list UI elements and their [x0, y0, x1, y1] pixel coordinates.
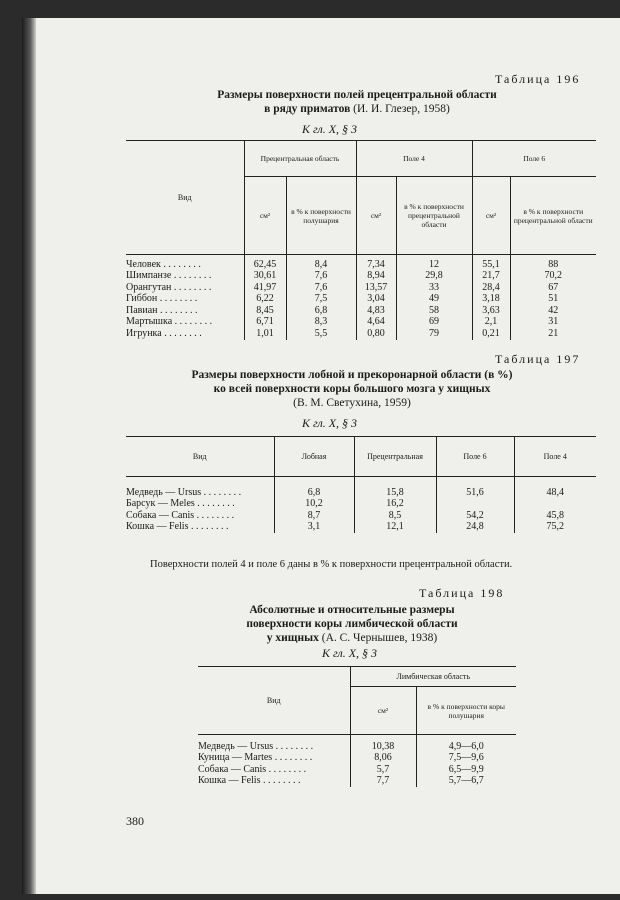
value-cell: 4,9—6,0 — [416, 741, 516, 753]
table-197-reference: К гл. X, § 3 — [302, 416, 358, 430]
table-row — [126, 316, 596, 328]
subheader-percent-hemisphere: в % к поверхности коры полушария — [416, 687, 516, 735]
value-cell: 75,2 — [514, 521, 596, 533]
leader-dots: . . . . . . . . — [266, 763, 307, 775]
value-cell: 3,1 — [274, 521, 354, 533]
value-cell: 7,6 — [286, 282, 356, 294]
col-header-species: Вид — [177, 193, 192, 202]
value-cell: 3,18 — [472, 293, 510, 305]
table-row — [126, 259, 596, 271]
leader-dots: . . . . . . . . — [272, 752, 313, 764]
value-cell: 88 — [510, 259, 596, 271]
value-cell: 0,80 — [356, 328, 396, 340]
leader-dots: . . . . . . . . — [172, 316, 213, 328]
col-header-precentral: Прецентральная — [354, 437, 436, 477]
subheader-cm2: см² — [472, 177, 510, 255]
value-cell: 3,04 — [356, 293, 396, 305]
value-cell: 51 — [510, 293, 596, 305]
value-cell: 29,8 — [396, 270, 472, 282]
value-cell: 51,6 — [436, 487, 514, 499]
table-198-number: Таблица 198 — [419, 586, 505, 600]
value-cell: 5,7—6,7 — [416, 775, 516, 787]
value-cell: 16,2 — [354, 498, 436, 510]
table-row — [126, 293, 596, 305]
value-cell: 15,8 — [354, 487, 436, 499]
value-cell: 33 — [396, 282, 472, 294]
species-cell: Собака — Canis . . . . . . . . — [126, 509, 235, 521]
value-cell: 8,7 — [274, 510, 354, 522]
leader-dots: . . . . . . . . — [160, 258, 201, 270]
species-cell: Медведь — Ursus . . . . . . . . — [126, 486, 242, 498]
value-cell — [514, 498, 596, 510]
value-cell: 3,63 — [472, 305, 510, 317]
value-cell: 28,4 — [472, 282, 510, 294]
value-cell: 79 — [396, 328, 472, 340]
col-header-precentral: Прецентральная область — [244, 141, 356, 177]
species-cell: Павиан . . . . . . . . — [126, 304, 198, 316]
value-cell: 67 — [510, 282, 596, 294]
leader-dots: . . . . . . . . — [157, 293, 198, 305]
value-cell: 69 — [396, 316, 472, 328]
value-cell: 42 — [510, 305, 596, 317]
species-cell: Гиббон . . . . . . . . — [126, 293, 198, 305]
table-row — [198, 775, 516, 787]
subheader-percent-precentral: в % к поверхности прецентральной области — [510, 177, 596, 255]
value-cell: 4,83 — [356, 305, 396, 317]
value-cell: 10,38 — [350, 741, 416, 753]
col-header-limbic: Лимбическая область — [350, 667, 516, 687]
value-cell: 30,61 — [244, 270, 286, 282]
species-cell: Кошка — Felis . . . . . . . . — [126, 521, 229, 533]
value-cell: 48,4 — [514, 487, 596, 499]
leader-dots: . . . . . . . . — [260, 775, 301, 787]
value-cell: 2,1 — [472, 316, 510, 328]
value-cell: 12 — [396, 259, 472, 271]
value-cell: 7,5—9,6 — [416, 752, 516, 764]
leader-dots: . . . . . . . . — [161, 328, 202, 340]
table-row — [198, 741, 516, 753]
value-cell: 45,8 — [514, 510, 596, 522]
value-cell: 0,21 — [472, 328, 510, 340]
leader-dots: . . . . . . . . — [188, 521, 229, 533]
value-cell: 41,97 — [244, 282, 286, 294]
leader-dots: . . . . . . . . — [194, 509, 235, 521]
value-cell: 6,5—9,9 — [416, 764, 516, 776]
table-196-title: Размеры поверхности полей прецентральной области в ряду приматов (И. И. Глезер, 1958) — [217, 89, 497, 115]
value-cell: 55,1 — [472, 259, 510, 271]
page-number: 380 — [126, 814, 144, 828]
table-row — [198, 752, 516, 764]
value-cell: 5,7 — [350, 764, 416, 776]
value-cell: 7,7 — [350, 775, 416, 787]
table-row — [126, 498, 596, 510]
subheader-cm2: см² — [350, 687, 416, 735]
leader-dots: . . . . . . . . — [194, 498, 235, 510]
subheader-cm2: см² — [356, 177, 396, 255]
value-cell: 8,06 — [350, 752, 416, 764]
value-cell: 49 — [396, 293, 472, 305]
value-cell: 58 — [396, 305, 472, 317]
col-header-field4: Поле 4 — [356, 141, 472, 177]
value-cell: 6,8 — [274, 487, 354, 499]
species-cell: Орангутан . . . . . . . . — [126, 281, 212, 293]
leader-dots: . . . . . . . . — [273, 740, 314, 752]
species-cell: Куница — Martes . . . . . . . . — [198, 752, 313, 764]
value-cell: 10,2 — [274, 498, 354, 510]
value-cell: 24,8 — [436, 521, 514, 533]
value-cell: 21,7 — [472, 270, 510, 282]
species-cell: Медведь — Ursus . . . . . . . . — [198, 740, 314, 752]
value-cell: 5,5 — [286, 328, 356, 340]
table-row — [126, 328, 596, 340]
value-cell: 8,5 — [354, 510, 436, 522]
leader-dots: . . . . . . . . — [171, 281, 212, 293]
value-cell: 8,3 — [286, 316, 356, 328]
book-spine — [22, 18, 36, 894]
table-row — [126, 282, 596, 294]
value-cell: 6,8 — [286, 305, 356, 317]
table-row — [198, 764, 516, 776]
table-196-number: Таблица 196 — [495, 72, 581, 86]
value-cell: 8,94 — [356, 270, 396, 282]
value-cell: 12,1 — [354, 521, 436, 533]
value-cell: 1,01 — [244, 328, 286, 340]
species-cell: Человек . . . . . . . . — [126, 258, 201, 270]
table-197-title: Размеры поверхности лобной и прекоронарной области (в %) ко всей поверхности коры большого мозга у хищных (В. М. Светухина, 1959) — [191, 369, 513, 409]
book-page — [22, 18, 620, 894]
col-header-frontal: Лобная — [274, 437, 354, 477]
leader-dots: . . . . . . . . — [171, 270, 212, 282]
table-row — [126, 521, 596, 533]
table-198 — [198, 666, 516, 787]
subheader-percent-hemisphere: в % к поверхности полушария — [286, 177, 356, 255]
col-header-field6: Поле 6 — [472, 141, 596, 177]
table-198-title: Абсолютные и относительные размеры поверхности коры лимбической области у хищных (А. С. Чернышев, 1938) — [246, 604, 458, 644]
table-197 — [126, 436, 596, 533]
table-row — [126, 270, 596, 282]
col-header-species: Вид — [266, 696, 281, 705]
leader-dots: . . . . . . . . — [201, 486, 242, 498]
leader-dots: . . . . . . . . — [157, 304, 198, 316]
species-cell: Собака — Canis . . . . . . . . — [198, 763, 307, 775]
value-cell: 13,57 — [356, 282, 396, 294]
col-header-species: Вид — [192, 452, 207, 461]
value-cell: 62,45 — [244, 259, 286, 271]
col-header-field4: Поле 4 — [514, 437, 596, 477]
species-cell: Кошка — Felis . . . . . . . . — [198, 775, 301, 787]
value-cell — [436, 498, 514, 510]
subheader-percent-precentral: в % к поверхности прецентральной области — [396, 177, 472, 255]
value-cell: 7,6 — [286, 270, 356, 282]
table-row — [126, 487, 596, 499]
value-cell: 6,71 — [244, 316, 286, 328]
table-196 — [126, 140, 596, 340]
table-196-reference: К гл. X, § 3 — [302, 122, 358, 136]
species-cell: Шимпанзе . . . . . . . . — [126, 270, 212, 282]
species-cell: Игрунка . . . . . . . . — [126, 328, 202, 340]
value-cell: 8,45 — [244, 305, 286, 317]
value-cell: 6,22 — [244, 293, 286, 305]
value-cell: 54,2 — [436, 510, 514, 522]
table-198-reference: К гл. X, § 3 — [322, 646, 378, 660]
table-197-footnote: Поверхности полей 4 и поле 6 даны в % к поверхности прецентральной области. — [150, 559, 513, 570]
value-cell: 31 — [510, 316, 596, 328]
species-cell: Мартышка . . . . . . . . — [126, 316, 213, 328]
table-row — [126, 305, 596, 317]
value-cell: 8,4 — [286, 259, 356, 271]
value-cell: 70,2 — [510, 270, 596, 282]
species-cell: Барсук — Meles . . . . . . . . — [126, 498, 235, 510]
value-cell: 7,34 — [356, 259, 396, 271]
col-header-field6: Поле 6 — [436, 437, 514, 477]
table-row — [126, 510, 596, 522]
value-cell: 7,5 — [286, 293, 356, 305]
subheader-cm2: см² — [244, 177, 286, 255]
table-197-number: Таблица 197 — [495, 352, 581, 366]
value-cell: 4,64 — [356, 316, 396, 328]
value-cell: 21 — [510, 328, 596, 340]
